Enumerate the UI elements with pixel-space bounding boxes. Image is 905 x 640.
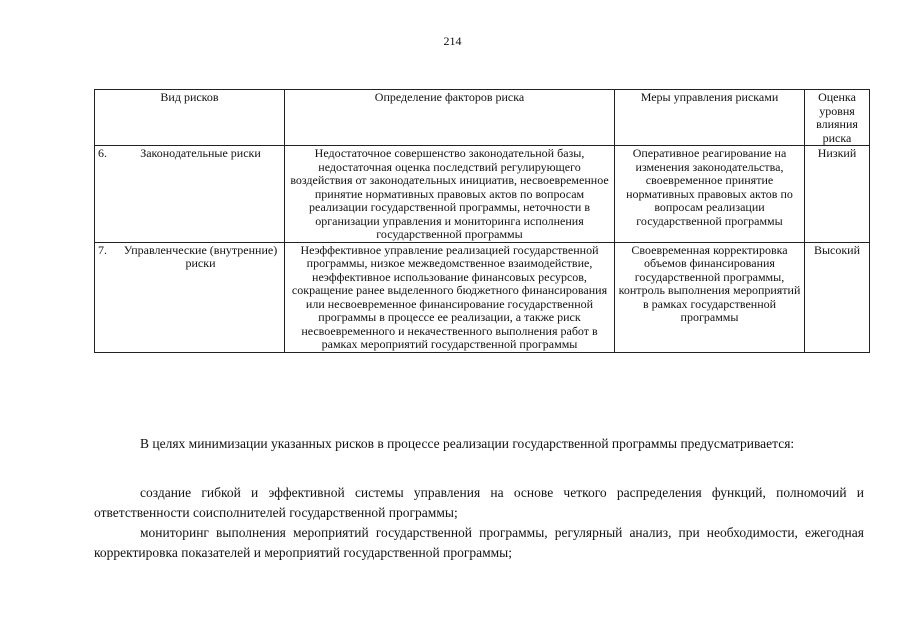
header-risk-measures: Меры управления рисками: [615, 90, 805, 146]
risk-level: Высокий: [805, 242, 870, 352]
risk-type: Законодательные риски: [140, 146, 261, 160]
risk-type-cell: [95, 146, 285, 243]
table-row: [95, 146, 870, 243]
paragraph-intro: В целях минимизации указанных рисков в процессе реализации государственной программы предусматривается:: [140, 436, 795, 451]
risk-table: [94, 89, 870, 353]
header-risk-factors: Определение факторов риска: [285, 90, 615, 146]
risk-level: Низкий: [805, 146, 870, 243]
risk-measures: Своевременная корректировка объемов финансирования государственной программы, контроль выполнения мероприятий в рамках государственной программы: [615, 242, 805, 352]
table-row: [95, 242, 870, 352]
risk-factors: Недостаточное совершенство законодательной базы, недостаточная оценка последствий регулирующего воздействия от законодательных инициатив, несвоевременное принятие нормативных правовых актов по вопросам реализации государственной программы, неточности в организации управления и мониторинга исполнения государственной программы: [285, 146, 615, 243]
risk-type: Управленческие (внутренние) риски: [123, 242, 278, 270]
row-number: 6.: [98, 146, 107, 160]
page-number: 214: [443, 34, 462, 48]
risk-type-cell: [95, 242, 285, 352]
paragraph-item: мониторинг выполнения мероприятий государственной программы, регулярный анализ, при необходимости, ежегодная корректировка показателей и мероприятий государственной программы;: [94, 525, 864, 560]
header-risk-type: Вид рисков: [95, 90, 285, 146]
risk-factors: Неэффективное управление реализацией государственной программы, низкое межведомственное взаимодействие, неэффективное использование финансовых ресурсов, сокращение ранее выделенного бюджетного финансирования или несвоевременное финансирование государственной программы в процессе ее реализации, а также риск несвоевременного и некачественного выполнения работ в рамках мероприятий государственной программы: [285, 242, 615, 352]
table-header-row: [95, 90, 870, 146]
risk-measures: Оперативное реагирование на изменения законодательства, своевременное принятие нормативных правовых актов по вопросам реализации государственной программы: [615, 146, 805, 243]
paragraph-item: создание гибкой и эффективной системы управления на основе четкого распределения функций, полномочий и ответственности соисполнителей государственной программы;: [94, 485, 864, 520]
header-risk-level: Оценка уровня влияния риска: [805, 90, 870, 146]
row-number: 7.: [98, 242, 107, 257]
